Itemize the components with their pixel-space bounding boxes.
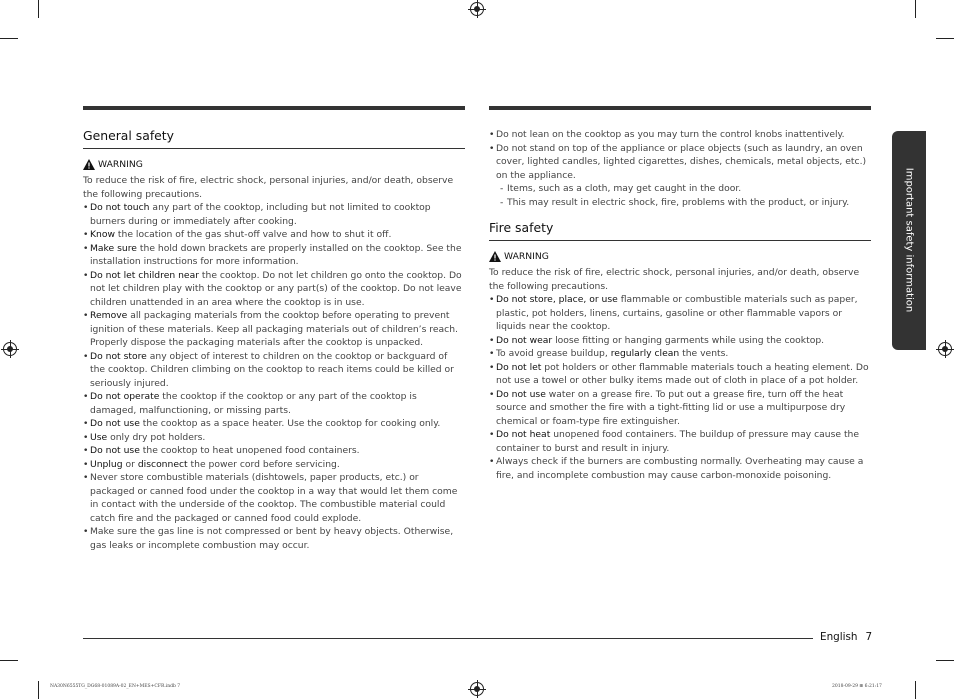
- sub-list-item: - Items, such as a cloth, may get caught in the door.: [489, 182, 871, 196]
- section-side-tab: [892, 131, 926, 350]
- list-item: • Do not let pot holders or other flammable materials touch a heating element. Do not use a towel or other bulky items made out of cloth in place of a pot holder.: [489, 361, 871, 388]
- list-item: • Do not operate the cooktop if the cooktop or any part of the cooktop is damaged, malfunctioning, or missing parts.: [83, 390, 465, 417]
- list-item: • Remove all packaging materials from the cooktop before operating to prevent ignition of these materials. Keep all packaging materials out of children’s reach. Properly dispose the packaging materials after the cooktop is unpacked.: [83, 309, 465, 350]
- list-item: • Use only dry pot holders.: [83, 431, 465, 445]
- footer-language: English: [820, 631, 858, 643]
- left-column: [83, 106, 465, 552]
- list-item: • To avoid grease buildup, regularly clean the vents.: [489, 347, 871, 361]
- list-item: • Unplug or disconnect the power cord before servicing.: [83, 458, 465, 472]
- page-number: 7: [865, 631, 873, 643]
- warning-icon: [83, 159, 95, 170]
- crop-mark: [915, 681, 916, 699]
- registration-mark-icon: [470, 2, 484, 16]
- crop-mark: [936, 38, 954, 39]
- list-item: • Make sure the hold down brackets are properly installed on the cooktop. See the installation instructions for more information.: [83, 242, 465, 269]
- warning-icon: [489, 251, 501, 262]
- list-item: • Always check if the burners are combusting normally. Overheating may cause a fire, and incomplete combustion may cause carbon-monoxide poisoning.: [489, 455, 871, 482]
- crop-mark: [38, 0, 39, 18]
- side-tab-label: Important safety information: [903, 167, 915, 313]
- list-item: • Do not wear loose fitting or hanging garments while using the cooktop.: [489, 334, 871, 348]
- warning-label: [489, 251, 871, 262]
- list-item: • Make sure the gas line is not compressed or bent by heavy objects. Otherwise, gas leaks or incomplete combustion may occur.: [83, 525, 465, 552]
- warning-text: WARNING: [504, 251, 549, 262]
- section-title-fire-safety: Fire safety: [489, 220, 871, 241]
- list-item: • Do not use the cooktop to heat unopened food containers.: [83, 444, 465, 458]
- list-item: • Do not let children near the cooktop. Do not let children go onto the cooktop. Do not let children play with the cooktop or any part(s) of the cooktop. Do not leave children unattended in an area where the cooktop is in use.: [83, 269, 465, 310]
- crop-mark: [936, 660, 954, 661]
- fire-safety-list: [489, 293, 871, 482]
- list-item: • Do not lean on the cooktop as you may turn the control knobs inattentively.: [489, 128, 871, 142]
- footer: [820, 631, 872, 643]
- list-item: • Know the location of the gas shut-off valve and how to shut it off.: [83, 228, 465, 242]
- right-column: [489, 106, 871, 482]
- warning-label: [83, 159, 465, 170]
- list-item: • Do not touch any part of the cooktop, including but not limited to cooktop burners during or immediately after cooking.: [83, 201, 465, 228]
- list-item: • Do not store, place, or use flammable or combustible materials such as paper, plastic, pot holders, linens, curtains, gasoline or other flammable vapors or liquids near the cooktop.: [489, 293, 871, 334]
- list-item: • Do not stand on top of the appliance or place objects (such as laundry, an oven cover, lighted candles, lighted cigarettes, dishes, chemicals, metal objects, etc.) on the appliance.: [489, 142, 871, 183]
- registration-mark-icon: [938, 342, 952, 356]
- crop-mark: [38, 681, 39, 699]
- section-title-general-safety: General safety: [83, 128, 465, 149]
- registration-mark-icon: [470, 682, 484, 696]
- print-slug-right: 2018-09-29 ⊞ 6:21:17: [832, 684, 882, 689]
- crop-mark: [0, 38, 18, 39]
- list-item: • Do not store any object of interest to children on the cooktop or backguard of the cooktop. Children climbing on the cooktop to reach items could be killed or seriously injured.: [83, 350, 465, 391]
- general-safety-intro: To reduce the risk of fire, electric shock, personal injuries, and/or death, observe the following precautions.: [83, 175, 454, 200]
- footer-rule: [83, 638, 813, 639]
- print-slug-left: NA30N6555TG_DG68-01089A-02_EN+MES+CFR.indb 7: [50, 684, 181, 689]
- registration-mark-icon: [3, 342, 17, 356]
- list-item: • Do not use water on a grease fire. To put out a grease fire, turn off the heat source and smother the fire with a tight-fitting lid or use a multipurpose dry chemical or foam-type fire extinguisher.: [489, 388, 871, 429]
- list-item: • Never store combustible materials (dishtowels, paper products, etc.) or packaged or canned food under the cooktop in a way that would let them come in contact with the underside of the cooktop. The combustible material could catch fire and the packaged or canned food could explode.: [83, 471, 465, 525]
- sub-list-item: - This may result in electric shock, fire, problems with the product, or injury.: [489, 196, 871, 210]
- fire-safety-intro: To reduce the risk of fire, electric shock, personal injuries, and/or death, observe the following precautions.: [489, 267, 860, 292]
- list-item: • Do not use the cooktop as a space heater. Use the cooktop for cooking only.: [83, 417, 465, 431]
- warning-text: WARNING: [98, 159, 143, 170]
- list-item: • Do not heat unopened food containers. The buildup of pressure may cause the container to burst and result in injury.: [489, 428, 871, 455]
- general-safety-list: [83, 201, 465, 552]
- appliance-precautions-list: [489, 128, 871, 209]
- crop-mark: [0, 660, 18, 661]
- crop-mark: [915, 0, 916, 18]
